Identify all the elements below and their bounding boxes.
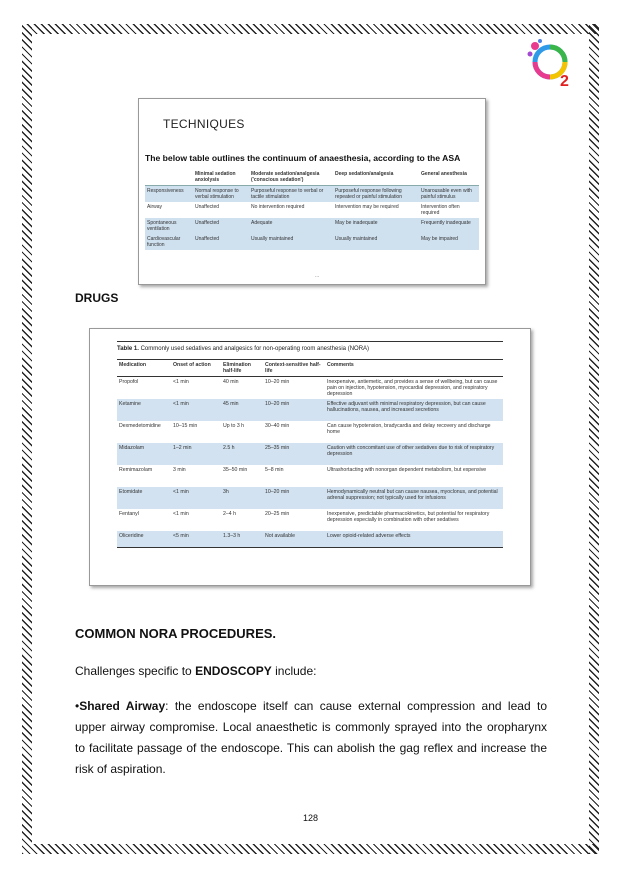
table-row xyxy=(117,509,503,531)
asa-continuum-figure xyxy=(138,98,486,285)
table-cell: 10–20 min xyxy=(263,487,325,509)
bullet-title: Shared Airway xyxy=(79,699,166,713)
asa-header-cell: General anesthesia xyxy=(419,169,479,186)
table-cell: Up to 3 h xyxy=(223,423,245,429)
table-cell: <1 min xyxy=(171,487,221,509)
table-cell: <1 min xyxy=(171,399,221,421)
table-row xyxy=(145,202,479,218)
table-cell: Unaffected xyxy=(193,218,249,234)
table-cell: 10–20 min xyxy=(263,399,325,421)
nora-header-cell: Context-sensitive half-life xyxy=(263,360,325,377)
table-cell: 10–20 min xyxy=(265,379,290,385)
endoscopy-intro xyxy=(75,662,547,680)
table-cell: Hemodynamically neutral but can cause nausea, myoclonus, and potential adrenal suppression; not typically used for infusions xyxy=(325,487,503,509)
page-number: 128 xyxy=(302,813,319,823)
nora-header-cell: Onset of action xyxy=(171,360,221,377)
table-cell: Frequently inadequate xyxy=(419,218,479,234)
table-row xyxy=(117,465,503,487)
intro-text-end: include: xyxy=(271,664,317,678)
table-top-rule xyxy=(117,341,503,342)
table-cell: Midazolam xyxy=(117,443,171,465)
table-cell: Remimazolam xyxy=(119,467,153,473)
bullet-marker: • xyxy=(75,699,80,713)
page-border-bottom xyxy=(22,844,599,854)
table-cell: Oliceridine xyxy=(117,531,171,548)
table-cell: May be inadequate xyxy=(333,218,419,234)
table-cell: 5–8 min xyxy=(265,467,284,473)
table-cell: Not available xyxy=(263,531,325,548)
table-cell: Adequate xyxy=(249,218,333,234)
table-number: Table 1. xyxy=(117,346,139,352)
asa-table-caption: The below table outlines the continuum of anaesthesia, according to the ASA xyxy=(145,153,461,163)
table-cell: <5 min xyxy=(171,531,221,548)
table-cell: Intervention often required xyxy=(421,204,460,216)
nora-table-header xyxy=(117,360,503,377)
table-title-text: Commonly used sedatives and analgesics for non-operating room anesthesia (NORA) xyxy=(138,346,370,352)
intro-text: Challenges specific to xyxy=(75,664,196,678)
table-cell: 25–35 min xyxy=(263,443,325,465)
table-cell: Effective adjuvant with minimal respiratory depression, but can cause hallucinations, nausea, and increased secretions xyxy=(325,399,503,421)
nora-header-cell: Medication xyxy=(117,360,171,377)
page-border-right xyxy=(589,24,599,854)
table-cell: 3h xyxy=(221,487,263,509)
table-cell: Usually maintained xyxy=(333,234,419,250)
table-cell: Spontaneous ventilation xyxy=(145,218,193,234)
table-cell: 1.3–3 h xyxy=(221,531,263,548)
techniques-heading: TECHNIQUES xyxy=(163,117,245,131)
table-cell: Propofol xyxy=(119,379,139,385)
table-row xyxy=(117,377,503,400)
table-cell: Fentanyl xyxy=(119,511,139,517)
table-cell: Inexpensive, predictable pharmacokinetics, but potential for respiratory depression especially in combination with other sedatives xyxy=(327,511,490,523)
table-cell: Ultrashortacting with nonorgan dependent metabolism, but expensive xyxy=(327,467,487,473)
table-cell: 10–15 min xyxy=(173,423,198,429)
table-cell: <1 min xyxy=(173,379,189,385)
table-row xyxy=(117,421,503,443)
table-cell: Normal response to verbal stimulation xyxy=(193,186,249,203)
bullet-text: : the endoscope itself can cause external compression and lead to upper airway compromise. Local anaesthetic is commonly sprayed into the oropharynx to facilitate passage of the endoscope. This can abolish the gag reflex and increase the risk of aspiration. xyxy=(75,699,547,776)
asa-header-cell: Deep sedation/analgesia xyxy=(333,169,419,186)
asa-header-cell: Minimal sedation anxiolysis xyxy=(193,169,249,186)
nora-drugs-figure xyxy=(89,328,531,586)
table-cell: Intervention may be required xyxy=(335,204,399,210)
table-cell: Inexpensive, antiemetic, and provides a sense of wellbeing, but can cause pain on injection, hypotension, myocardial depression, and respiratory depression xyxy=(327,379,498,397)
table-cell: 3 min xyxy=(173,467,186,473)
table-cell: Lower opioid-related adverse effects xyxy=(325,531,503,548)
nora-table-title xyxy=(117,346,369,352)
nora-header-cell: Comments xyxy=(325,360,503,377)
table-cell: No intervention required xyxy=(251,204,305,210)
shared-airway-bullet xyxy=(75,696,547,780)
table-row xyxy=(117,487,503,509)
table-cell: Unaffected xyxy=(193,234,249,250)
nora-procedures-heading: COMMON NORA PROCEDURES. xyxy=(75,626,277,641)
table-cell: 45 min xyxy=(221,399,263,421)
table-row xyxy=(145,186,479,203)
asa-header-cell xyxy=(145,169,193,186)
nora-header-cell: Elimination half-life xyxy=(221,360,263,377)
table-cell: May be impaired xyxy=(419,234,479,250)
table-cell: Unaffected xyxy=(195,204,220,210)
asa-header-cell: Moderate sedation/analgesia ('conscious sedation') xyxy=(249,169,333,186)
table-cell: Dexmedetomidine xyxy=(119,423,161,429)
svg-text:2: 2 xyxy=(560,73,569,90)
table-row xyxy=(117,399,503,421)
asa-continuum-table xyxy=(145,169,479,250)
table-cell: Usually maintained xyxy=(249,234,333,250)
table-cell: Airway xyxy=(147,204,163,210)
table-cell: Caution with concomitant use of other sedatives due to risk of respiratory depression xyxy=(325,443,503,465)
nora-drugs-table xyxy=(117,359,503,548)
table-cell: 2.5 h xyxy=(221,443,263,465)
table-cell: Can cause hypotension, bradycardia and delay recovery and discharge home xyxy=(327,423,491,435)
table-row xyxy=(145,218,479,234)
table-cell: 2–4 h xyxy=(223,511,236,517)
table-cell: 1–2 min xyxy=(171,443,221,465)
table-cell: Responsiveness xyxy=(145,186,193,203)
figure-footer-mark: ... xyxy=(315,273,320,279)
table-cell: Purposeful response to verbal or tactile stimulation xyxy=(249,186,333,203)
drugs-heading: DRUGS xyxy=(75,291,119,305)
page-border-top xyxy=(22,24,599,34)
table-cell: Purposeful response following repeated or painful stimulation xyxy=(333,186,419,203)
table-cell: 20–25 min xyxy=(265,511,290,517)
table-row xyxy=(117,443,503,465)
table-cell: 30–40 min xyxy=(265,423,290,429)
table-row xyxy=(145,234,479,250)
endoscopy-term: ENDOSCOPY xyxy=(195,664,272,678)
asa-table-header xyxy=(145,169,479,186)
table-cell: Etomidate xyxy=(117,487,171,509)
table-cell: Ketamine xyxy=(117,399,171,421)
page-border-left xyxy=(22,24,32,854)
table-cell: Unarousable even with painful stimulus xyxy=(419,186,479,203)
table-cell: Cardiovascular function xyxy=(145,234,193,250)
table-cell: <1 min xyxy=(173,511,189,517)
o2-logo-icon xyxy=(526,38,578,90)
table-cell: 35–50 min xyxy=(223,467,248,473)
table-row xyxy=(117,531,503,548)
table-cell: 40 min xyxy=(223,379,239,385)
